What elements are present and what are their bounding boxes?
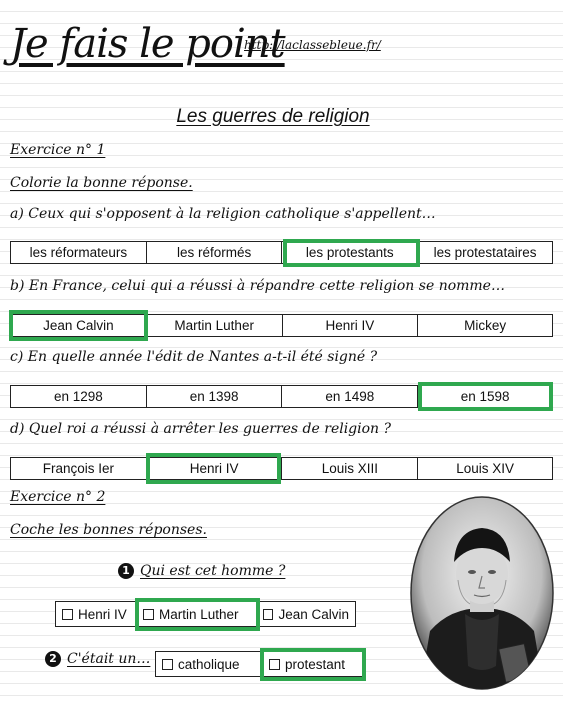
exercise2-heading: Exercice n° 2 bbox=[10, 489, 106, 505]
exercise1-heading: Exercice n° 1 bbox=[10, 142, 106, 158]
exercise1-instruction: Colorie la bonne réponse. bbox=[10, 175, 193, 191]
checkbox-icon[interactable] bbox=[269, 659, 280, 670]
option-a-3[interactable]: les protestants bbox=[282, 242, 418, 264]
item2-prompt: C'était un… bbox=[67, 651, 151, 667]
question-d-label: d) Quel roi a réussi à arrêter les guerres de religion ? bbox=[10, 421, 392, 437]
item1-prompt: Qui est cet homme ? bbox=[140, 563, 286, 579]
checkbox-icon[interactable] bbox=[143, 609, 154, 620]
number-badge-1: 1 bbox=[118, 563, 134, 579]
question-c-options bbox=[10, 385, 553, 408]
exercise2-item2 bbox=[45, 651, 150, 667]
option-a-4[interactable]: les protestataires bbox=[418, 242, 553, 264]
option-a-2[interactable]: les réformés bbox=[146, 242, 282, 264]
site-url-link[interactable]: http://laclassebleue.fr/ bbox=[244, 38, 381, 52]
option-a-1[interactable]: les réformateurs bbox=[11, 242, 147, 264]
checkbox-icon[interactable] bbox=[263, 609, 273, 620]
checkbox-option-protestant[interactable] bbox=[263, 651, 363, 677]
checkbox-label: Henri IV bbox=[78, 606, 127, 622]
question-b-label: b) En France, celui qui a réussi à répandre cette religion se nomme… bbox=[10, 278, 505, 294]
option-b-2[interactable]: Martin Luther bbox=[146, 315, 282, 337]
checkbox-option-henri-iv[interactable] bbox=[55, 601, 137, 627]
portrait-image bbox=[410, 496, 554, 690]
page-title: Je fais le point bbox=[10, 21, 285, 67]
question-d-options bbox=[10, 457, 553, 480]
question-a-label: a) Ceux qui s'opposent à la religion catholique s'appellent… bbox=[10, 206, 436, 222]
option-b-4[interactable]: Mickey bbox=[418, 315, 553, 337]
option-c-1[interactable]: en 1298 bbox=[11, 386, 147, 408]
option-b-1[interactable]: Jean Calvin bbox=[11, 315, 147, 337]
checkbox-label: Jean Calvin bbox=[278, 606, 349, 622]
number-badge-2: 2 bbox=[45, 651, 61, 667]
option-c-3[interactable]: en 1498 bbox=[282, 386, 418, 408]
option-d-1[interactable]: François Ier bbox=[11, 458, 147, 480]
checkbox-label: protestant bbox=[285, 656, 346, 672]
item2-options bbox=[155, 651, 363, 677]
question-c-label: c) En quelle année l'édit de Nantes a-t-il été signé ? bbox=[10, 349, 378, 365]
checkbox-option-martin-luther[interactable] bbox=[137, 601, 257, 627]
option-b-3[interactable]: Henri IV bbox=[282, 315, 418, 337]
option-d-3[interactable]: Louis XIII bbox=[282, 458, 418, 480]
option-d-2[interactable]: Henri IV bbox=[146, 458, 282, 480]
checkbox-label: Martin Luther bbox=[159, 606, 239, 622]
question-a-options bbox=[10, 241, 553, 264]
checkbox-icon[interactable] bbox=[62, 609, 73, 620]
option-d-4[interactable]: Louis XIV bbox=[418, 458, 553, 480]
exercise2-instruction: Coche les bonnes réponses. bbox=[10, 522, 207, 538]
question-b-options bbox=[10, 314, 553, 337]
topic-title: Les guerres de religion bbox=[176, 106, 370, 127]
checkbox-icon[interactable] bbox=[162, 659, 173, 670]
checkbox-option-jean-calvin[interactable] bbox=[257, 601, 356, 627]
option-c-4[interactable]: en 1598 bbox=[418, 386, 553, 408]
option-c-2[interactable]: en 1398 bbox=[146, 386, 282, 408]
item1-options bbox=[55, 601, 356, 627]
checkbox-option-catholique[interactable] bbox=[155, 651, 263, 677]
checkbox-label: catholique bbox=[178, 656, 240, 672]
exercise2-item1 bbox=[118, 563, 285, 579]
